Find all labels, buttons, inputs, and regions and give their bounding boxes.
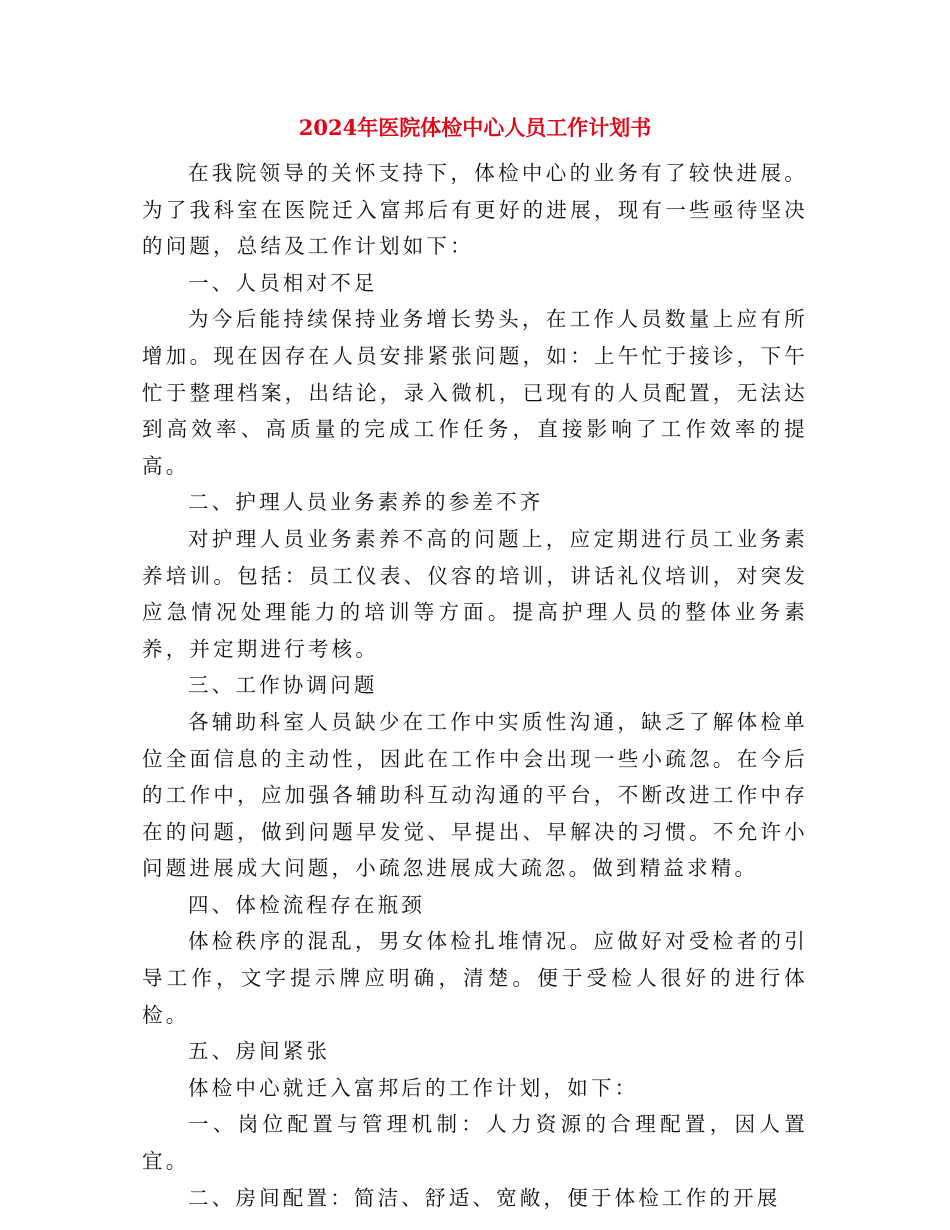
section-heading-3: 三、工作协调问题 xyxy=(188,673,378,698)
paragraph-1: 为今后能持续保持业务增长势头，在工作人员数量上应有所增加。现在因存在人员安排紧张问题，如：上午忙于接诊，下午忙于整理档案，出结论，录入微机，已现有的人员配置，无法达到高效率、高质量的完成工作任务，直接影响了工作效率的提高。 xyxy=(142,307,808,478)
page-title: 2024年医院体检中心人员工作计划书 xyxy=(298,115,652,140)
section-heading-1: 一、人员相对不足 xyxy=(188,270,378,295)
plan-item-1: 一、岗位配置与管理机制：人力资源的合理配置，因人置宜。 xyxy=(142,1112,808,1174)
section-heading-4: 四、体检流程存在瓶颈 xyxy=(188,892,425,917)
section-heading-5: 五、房间紧张 xyxy=(188,1039,331,1064)
paragraph-intro: 在我院领导的关怀支持下，体检中心的业务有了较快进展。为了我科室在医院迁入富邦后有更好的进展，现有一些亟待坚决的问题，总结及工作计划如下： xyxy=(142,161,808,259)
paragraph-4: 体检秩序的混乱，男女体检扎堆情况。应做好对受检者的引导工作，文字提示牌应明确，清楚。便于受检人很好的进行体检。 xyxy=(142,929,808,1027)
paragraph-3: 各辅助科室人员缺少在工作中实质性沟通，缺乏了解体检单位全面信息的主动性，因此在工作中会出现一些小疏忽。在今后的工作中，应加强各辅助科互动沟通的平台，不断改进工作中存在的问题，做到问题早发觉、早提出、早解决的习惯。不允许小问题进展成大问题，小疏忽进展成大疏忽。做到精益求精。 xyxy=(142,709,808,881)
document-body xyxy=(142,155,808,1216)
plan-item-2: 二、房间配置：简洁、舒适、宽敞，便于体检工作的开展 xyxy=(188,1185,781,1210)
section-heading-2: 二、护理人员业务素养的参差不齐 xyxy=(188,490,544,515)
paragraph-2: 对护理人员业务素养不高的问题上，应定期进行员工业务素养培训。包括：员工仪表、仪容的培训，讲话礼仪培训，对突发应急情况处理能力的培训等方面。提高护理人员的整体业务素养，并定期进行考核。 xyxy=(142,526,808,661)
paragraph-plan-intro: 体检中心就迁入富邦后的工作计划，如下： xyxy=(188,1075,639,1100)
